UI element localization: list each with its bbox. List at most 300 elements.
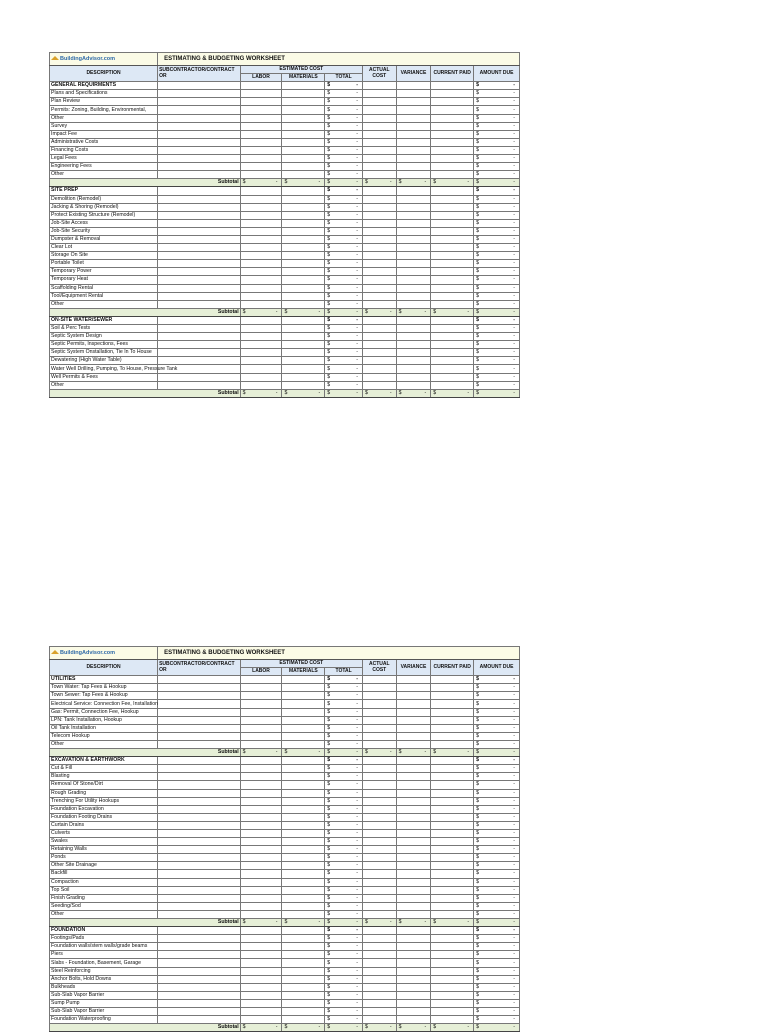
subcontractor-cell[interactable] [158, 983, 241, 991]
variance-cell[interactable] [396, 82, 431, 90]
subcontractor-cell[interactable] [158, 829, 241, 837]
subcontractor-cell[interactable] [158, 244, 241, 252]
actual-cost-cell[interactable] [362, 244, 396, 252]
materials-cell[interactable] [282, 821, 325, 829]
actual-cost-cell[interactable] [362, 373, 396, 381]
actual-cost-cell[interactable] [362, 773, 396, 781]
subcontractor-cell[interactable] [158, 98, 241, 106]
materials-cell[interactable] [282, 805, 325, 813]
variance-cell[interactable] [396, 716, 431, 724]
subcontractor-cell[interactable] [158, 325, 241, 333]
actual-cost-cell[interactable] [362, 235, 396, 243]
current-paid-cell[interactable] [431, 765, 474, 773]
actual-cost-cell[interactable] [362, 732, 396, 740]
current-paid-cell[interactable] [431, 252, 474, 260]
current-paid-cell[interactable] [431, 373, 474, 381]
variance-cell[interactable] [396, 90, 431, 98]
current-paid-cell[interactable] [431, 862, 474, 870]
labor-cell[interactable] [240, 1008, 282, 1016]
materials-cell[interactable] [282, 765, 325, 773]
labor-cell[interactable] [240, 959, 282, 967]
labor-cell[interactable] [240, 878, 282, 886]
subcontractor-cell[interactable] [158, 805, 241, 813]
line-item-description[interactable]: Other [50, 910, 158, 918]
line-item-description[interactable]: LPN: Tank Installation, Hookup [50, 716, 158, 724]
subcontractor-cell[interactable] [158, 252, 241, 260]
subcontractor-cell[interactable] [158, 902, 241, 910]
actual-cost-cell[interactable] [362, 114, 396, 122]
labor-cell[interactable] [240, 211, 282, 219]
variance-cell[interactable] [396, 300, 431, 308]
current-paid-cell[interactable] [431, 959, 474, 967]
variance-cell[interactable] [396, 692, 431, 700]
variance-cell[interactable] [396, 138, 431, 146]
variance-cell[interactable] [396, 951, 431, 959]
line-item-description[interactable]: Impact Fee [50, 130, 158, 138]
variance-cell[interactable] [396, 797, 431, 805]
materials-cell[interactable] [282, 773, 325, 781]
line-item-description[interactable]: Other [50, 740, 158, 748]
subcontractor-cell[interactable] [158, 797, 241, 805]
variance-cell[interactable] [396, 676, 431, 684]
subcontractor-cell[interactable] [158, 740, 241, 748]
current-paid-cell[interactable] [431, 1008, 474, 1016]
current-paid-cell[interactable] [431, 1016, 474, 1024]
current-paid-cell[interactable] [431, 146, 474, 154]
materials-cell[interactable] [282, 373, 325, 381]
materials-cell[interactable] [282, 878, 325, 886]
line-item-description[interactable]: Piers [50, 951, 158, 959]
labor-cell[interactable] [240, 187, 282, 195]
variance-cell[interactable] [396, 975, 431, 983]
variance-cell[interactable] [396, 260, 431, 268]
materials-cell[interactable] [282, 716, 325, 724]
variance-cell[interactable] [396, 235, 431, 243]
current-paid-cell[interactable] [431, 951, 474, 959]
materials-cell[interactable] [282, 284, 325, 292]
subcontractor-cell[interactable] [158, 894, 241, 902]
line-item-description[interactable]: Demolition (Remodel) [50, 195, 158, 203]
actual-cost-cell[interactable] [362, 813, 396, 821]
materials-cell[interactable] [282, 813, 325, 821]
subcontractor-cell[interactable] [158, 195, 241, 203]
variance-cell[interactable] [396, 708, 431, 716]
subcontractor-cell[interactable] [158, 724, 241, 732]
line-item-description[interactable]: Oil Tank Installation [50, 724, 158, 732]
variance-cell[interactable] [396, 870, 431, 878]
line-item-description[interactable]: Clear Lot [50, 244, 158, 252]
variance-cell[interactable] [396, 325, 431, 333]
variance-cell[interactable] [396, 999, 431, 1007]
variance-cell[interactable] [396, 195, 431, 203]
materials-cell[interactable] [282, 357, 325, 365]
variance-cell[interactable] [396, 894, 431, 902]
materials-cell[interactable] [282, 130, 325, 138]
current-paid-cell[interactable] [431, 300, 474, 308]
variance-cell[interactable] [396, 910, 431, 918]
materials-cell[interactable] [282, 991, 325, 999]
labor-cell[interactable] [240, 106, 282, 114]
actual-cost-cell[interactable] [362, 357, 396, 365]
current-paid-cell[interactable] [431, 676, 474, 684]
line-item-description[interactable]: Finish Grading [50, 894, 158, 902]
line-item-description[interactable]: Portable Toilet [50, 260, 158, 268]
subcontractor-cell[interactable] [158, 284, 241, 292]
labor-cell[interactable] [240, 999, 282, 1007]
actual-cost-cell[interactable] [362, 943, 396, 951]
line-item-description[interactable]: Rough Grading [50, 789, 158, 797]
variance-cell[interactable] [396, 878, 431, 886]
materials-cell[interactable] [282, 381, 325, 389]
line-item-description[interactable]: Jacking & Shoring (Remodel) [50, 203, 158, 211]
materials-cell[interactable] [282, 90, 325, 98]
line-item-description[interactable]: Steel Reinforcing [50, 967, 158, 975]
actual-cost-cell[interactable] [362, 130, 396, 138]
labor-cell[interactable] [240, 975, 282, 983]
labor-cell[interactable] [240, 789, 282, 797]
labor-cell[interactable] [240, 854, 282, 862]
line-item-description[interactable]: Septic Permits, Inspections, Fees [50, 341, 158, 349]
subcontractor-cell[interactable] [158, 227, 241, 235]
current-paid-cell[interactable] [431, 98, 474, 106]
subcontractor-cell[interactable] [158, 82, 241, 90]
subcontractor-cell[interactable] [158, 203, 241, 211]
subcontractor-cell[interactable] [158, 106, 241, 114]
materials-cell[interactable] [282, 1016, 325, 1024]
labor-cell[interactable] [240, 365, 282, 373]
subcontractor-cell[interactable] [158, 732, 241, 740]
actual-cost-cell[interactable] [362, 740, 396, 748]
labor-cell[interactable] [240, 838, 282, 846]
current-paid-cell[interactable] [431, 357, 474, 365]
materials-cell[interactable] [282, 967, 325, 975]
labor-cell[interactable] [240, 82, 282, 90]
labor-cell[interactable] [240, 951, 282, 959]
variance-cell[interactable] [396, 732, 431, 740]
labor-cell[interactable] [240, 991, 282, 999]
actual-cost-cell[interactable] [362, 700, 396, 708]
variance-cell[interactable] [396, 357, 431, 365]
materials-cell[interactable] [282, 138, 325, 146]
labor-cell[interactable] [240, 700, 282, 708]
actual-cost-cell[interactable] [362, 829, 396, 837]
materials-cell[interactable] [282, 886, 325, 894]
line-item-description[interactable]: Footings/Pads [50, 935, 158, 943]
variance-cell[interactable] [396, 373, 431, 381]
materials-cell[interactable] [282, 171, 325, 179]
actual-cost-cell[interactable] [362, 155, 396, 163]
line-item-description[interactable]: Town Water: Tap Fees & Hookup [50, 684, 158, 692]
labor-cell[interactable] [240, 268, 282, 276]
actual-cost-cell[interactable] [362, 90, 396, 98]
actual-cost-cell[interactable] [362, 870, 396, 878]
current-paid-cell[interactable] [431, 349, 474, 357]
current-paid-cell[interactable] [431, 90, 474, 98]
actual-cost-cell[interactable] [362, 276, 396, 284]
subcontractor-cell[interactable] [158, 773, 241, 781]
labor-cell[interactable] [240, 316, 282, 324]
variance-cell[interactable] [396, 268, 431, 276]
current-paid-cell[interactable] [431, 316, 474, 324]
variance-cell[interactable] [396, 967, 431, 975]
labor-cell[interactable] [240, 846, 282, 854]
labor-cell[interactable] [240, 122, 282, 130]
line-item-description[interactable]: Dumpster & Removal [50, 235, 158, 243]
actual-cost-cell[interactable] [362, 187, 396, 195]
subcontractor-cell[interactable] [158, 716, 241, 724]
subcontractor-cell[interactable] [158, 999, 241, 1007]
current-paid-cell[interactable] [431, 268, 474, 276]
materials-cell[interactable] [282, 195, 325, 203]
labor-cell[interactable] [240, 708, 282, 716]
actual-cost-cell[interactable] [362, 878, 396, 886]
subcontractor-cell[interactable] [158, 276, 241, 284]
labor-cell[interactable] [240, 716, 282, 724]
materials-cell[interactable] [282, 797, 325, 805]
actual-cost-cell[interactable] [362, 708, 396, 716]
subcontractor-cell[interactable] [158, 781, 241, 789]
labor-cell[interactable] [240, 805, 282, 813]
labor-cell[interactable] [240, 349, 282, 357]
labor-cell[interactable] [240, 927, 282, 935]
current-paid-cell[interactable] [431, 846, 474, 854]
labor-cell[interactable] [240, 171, 282, 179]
subcontractor-cell[interactable] [158, 357, 241, 365]
materials-cell[interactable] [282, 870, 325, 878]
actual-cost-cell[interactable] [362, 146, 396, 154]
current-paid-cell[interactable] [431, 163, 474, 171]
labor-cell[interactable] [240, 219, 282, 227]
variance-cell[interactable] [396, 252, 431, 260]
materials-cell[interactable] [282, 106, 325, 114]
labor-cell[interactable] [240, 821, 282, 829]
materials-cell[interactable] [282, 325, 325, 333]
variance-cell[interactable] [396, 838, 431, 846]
materials-cell[interactable] [282, 187, 325, 195]
variance-cell[interactable] [396, 854, 431, 862]
line-item-description[interactable]: Slabs - Foundation, Basement, Garage [50, 959, 158, 967]
current-paid-cell[interactable] [431, 821, 474, 829]
labor-cell[interactable] [240, 292, 282, 300]
materials-cell[interactable] [282, 341, 325, 349]
subcontractor-cell[interactable] [158, 951, 241, 959]
current-paid-cell[interactable] [431, 187, 474, 195]
variance-cell[interactable] [396, 821, 431, 829]
materials-cell[interactable] [282, 268, 325, 276]
actual-cost-cell[interactable] [362, 203, 396, 211]
variance-cell[interactable] [396, 886, 431, 894]
current-paid-cell[interactable] [431, 203, 474, 211]
current-paid-cell[interactable] [431, 138, 474, 146]
variance-cell[interactable] [396, 114, 431, 122]
labor-cell[interactable] [240, 862, 282, 870]
actual-cost-cell[interactable] [362, 316, 396, 324]
current-paid-cell[interactable] [431, 195, 474, 203]
labor-cell[interactable] [240, 724, 282, 732]
variance-cell[interactable] [396, 163, 431, 171]
materials-cell[interactable] [282, 854, 325, 862]
materials-cell[interactable] [282, 894, 325, 902]
line-item-description[interactable]: Foundation Excavation [50, 805, 158, 813]
subcontractor-cell[interactable] [158, 886, 241, 894]
line-item-description[interactable]: Compaction [50, 878, 158, 886]
subcontractor-cell[interactable] [158, 967, 241, 975]
current-paid-cell[interactable] [431, 902, 474, 910]
actual-cost-cell[interactable] [362, 765, 396, 773]
materials-cell[interactable] [282, 244, 325, 252]
line-item-description[interactable]: Engineering Fees [50, 163, 158, 171]
variance-cell[interactable] [396, 1016, 431, 1024]
line-item-description[interactable]: Curtain Drains [50, 821, 158, 829]
current-paid-cell[interactable] [431, 692, 474, 700]
subcontractor-cell[interactable] [158, 211, 241, 219]
current-paid-cell[interactable] [431, 211, 474, 219]
actual-cost-cell[interactable] [362, 789, 396, 797]
subcontractor-cell[interactable] [158, 959, 241, 967]
current-paid-cell[interactable] [431, 106, 474, 114]
labor-cell[interactable] [240, 773, 282, 781]
materials-cell[interactable] [282, 333, 325, 341]
variance-cell[interactable] [396, 983, 431, 991]
line-item-description[interactable]: Telecom Hookup [50, 732, 158, 740]
variance-cell[interactable] [396, 211, 431, 219]
line-item-description[interactable]: Water Well Drilling, Pumping, To House, Pressure Tank [51, 365, 178, 372]
labor-cell[interactable] [240, 276, 282, 284]
materials-cell[interactable] [282, 846, 325, 854]
actual-cost-cell[interactable] [362, 341, 396, 349]
actual-cost-cell[interactable] [362, 122, 396, 130]
line-item-description[interactable]: Retaining Walls [50, 846, 158, 854]
current-paid-cell[interactable] [431, 684, 474, 692]
subcontractor-cell[interactable] [158, 90, 241, 98]
labor-cell[interactable] [240, 692, 282, 700]
materials-cell[interactable] [282, 365, 325, 373]
current-paid-cell[interactable] [431, 716, 474, 724]
variance-cell[interactable] [396, 991, 431, 999]
materials-cell[interactable] [282, 82, 325, 90]
current-paid-cell[interactable] [431, 781, 474, 789]
current-paid-cell[interactable] [431, 171, 474, 179]
current-paid-cell[interactable] [431, 325, 474, 333]
variance-cell[interactable] [396, 700, 431, 708]
line-item-description[interactable]: Permits: Zoning, Building, Environmental, [50, 106, 158, 114]
variance-cell[interactable] [396, 381, 431, 389]
labor-cell[interactable] [240, 910, 282, 918]
current-paid-cell[interactable] [431, 975, 474, 983]
line-item-description[interactable]: Job-Site Access [50, 219, 158, 227]
labor-cell[interactable] [240, 935, 282, 943]
line-item-description[interactable]: Temporary Power [50, 268, 158, 276]
materials-cell[interactable] [282, 700, 325, 708]
labor-cell[interactable] [240, 325, 282, 333]
labor-cell[interactable] [240, 260, 282, 268]
labor-cell[interactable] [240, 300, 282, 308]
materials-cell[interactable] [282, 163, 325, 171]
materials-cell[interactable] [282, 98, 325, 106]
materials-cell[interactable] [282, 732, 325, 740]
labor-cell[interactable] [240, 244, 282, 252]
variance-cell[interactable] [396, 765, 431, 773]
subcontractor-cell[interactable] [158, 870, 241, 878]
materials-cell[interactable] [282, 975, 325, 983]
subcontractor-cell[interactable] [158, 1008, 241, 1016]
actual-cost-cell[interactable] [362, 805, 396, 813]
labor-cell[interactable] [240, 138, 282, 146]
subcontractor-cell[interactable] [158, 373, 241, 381]
current-paid-cell[interactable] [431, 130, 474, 138]
materials-cell[interactable] [282, 155, 325, 163]
variance-cell[interactable] [396, 316, 431, 324]
subcontractor-cell[interactable] [158, 219, 241, 227]
variance-cell[interactable] [396, 227, 431, 235]
variance-cell[interactable] [396, 146, 431, 154]
line-item-description[interactable]: Other [50, 300, 158, 308]
materials-cell[interactable] [282, 316, 325, 324]
subcontractor-cell[interactable] [158, 381, 241, 389]
actual-cost-cell[interactable] [362, 676, 396, 684]
actual-cost-cell[interactable] [362, 894, 396, 902]
labor-cell[interactable] [240, 781, 282, 789]
labor-cell[interactable] [240, 333, 282, 341]
line-item-description[interactable]: Top Soil [50, 886, 158, 894]
labor-cell[interactable] [240, 894, 282, 902]
current-paid-cell[interactable] [431, 789, 474, 797]
actual-cost-cell[interactable] [362, 821, 396, 829]
actual-cost-cell[interactable] [362, 838, 396, 846]
subcontractor-cell[interactable] [158, 821, 241, 829]
subcontractor-cell[interactable] [158, 187, 241, 195]
actual-cost-cell[interactable] [362, 163, 396, 171]
labor-cell[interactable] [240, 765, 282, 773]
variance-cell[interactable] [396, 902, 431, 910]
line-item-description[interactable]: Temporary Heat [50, 276, 158, 284]
line-item-description[interactable]: Dewatering (High Water Table) [50, 357, 158, 365]
line-item-description[interactable]: Bulkheads [50, 983, 158, 991]
subcontractor-cell[interactable] [158, 789, 241, 797]
variance-cell[interactable] [396, 219, 431, 227]
variance-cell[interactable] [396, 959, 431, 967]
current-paid-cell[interactable] [431, 235, 474, 243]
line-item-description[interactable]: Anchor Bolts, Hold Downs [50, 975, 158, 983]
line-item-description[interactable]: Legal Fees [50, 155, 158, 163]
line-item-description[interactable]: Town Sewer: Tap Fees & Hookup [50, 692, 158, 700]
line-item-description[interactable]: Sub-Slab Vapor Barrier [50, 1008, 158, 1016]
subcontractor-cell[interactable] [158, 316, 241, 324]
variance-cell[interactable] [396, 935, 431, 943]
current-paid-cell[interactable] [431, 935, 474, 943]
current-paid-cell[interactable] [431, 797, 474, 805]
subcontractor-cell[interactable] [158, 935, 241, 943]
current-paid-cell[interactable] [431, 365, 474, 373]
current-paid-cell[interactable] [431, 999, 474, 1007]
line-item-description[interactable]: Survey [50, 122, 158, 130]
materials-cell[interactable] [282, 829, 325, 837]
variance-cell[interactable] [396, 789, 431, 797]
labor-cell[interactable] [240, 829, 282, 837]
line-item-description[interactable]: Scaffolding Rental [50, 284, 158, 292]
subcontractor-cell[interactable] [158, 1016, 241, 1024]
subcontractor-cell[interactable] [158, 910, 241, 918]
subcontractor-cell[interactable] [158, 838, 241, 846]
labor-cell[interactable] [240, 381, 282, 389]
subcontractor-cell[interactable] [158, 300, 241, 308]
materials-cell[interactable] [282, 203, 325, 211]
subcontractor-cell[interactable] [158, 163, 241, 171]
line-item-description[interactable]: Plans and Specifications [50, 90, 158, 98]
subcontractor-cell[interactable] [158, 757, 241, 765]
actual-cost-cell[interactable] [362, 854, 396, 862]
line-item-description[interactable]: Administrative Costs [50, 138, 158, 146]
